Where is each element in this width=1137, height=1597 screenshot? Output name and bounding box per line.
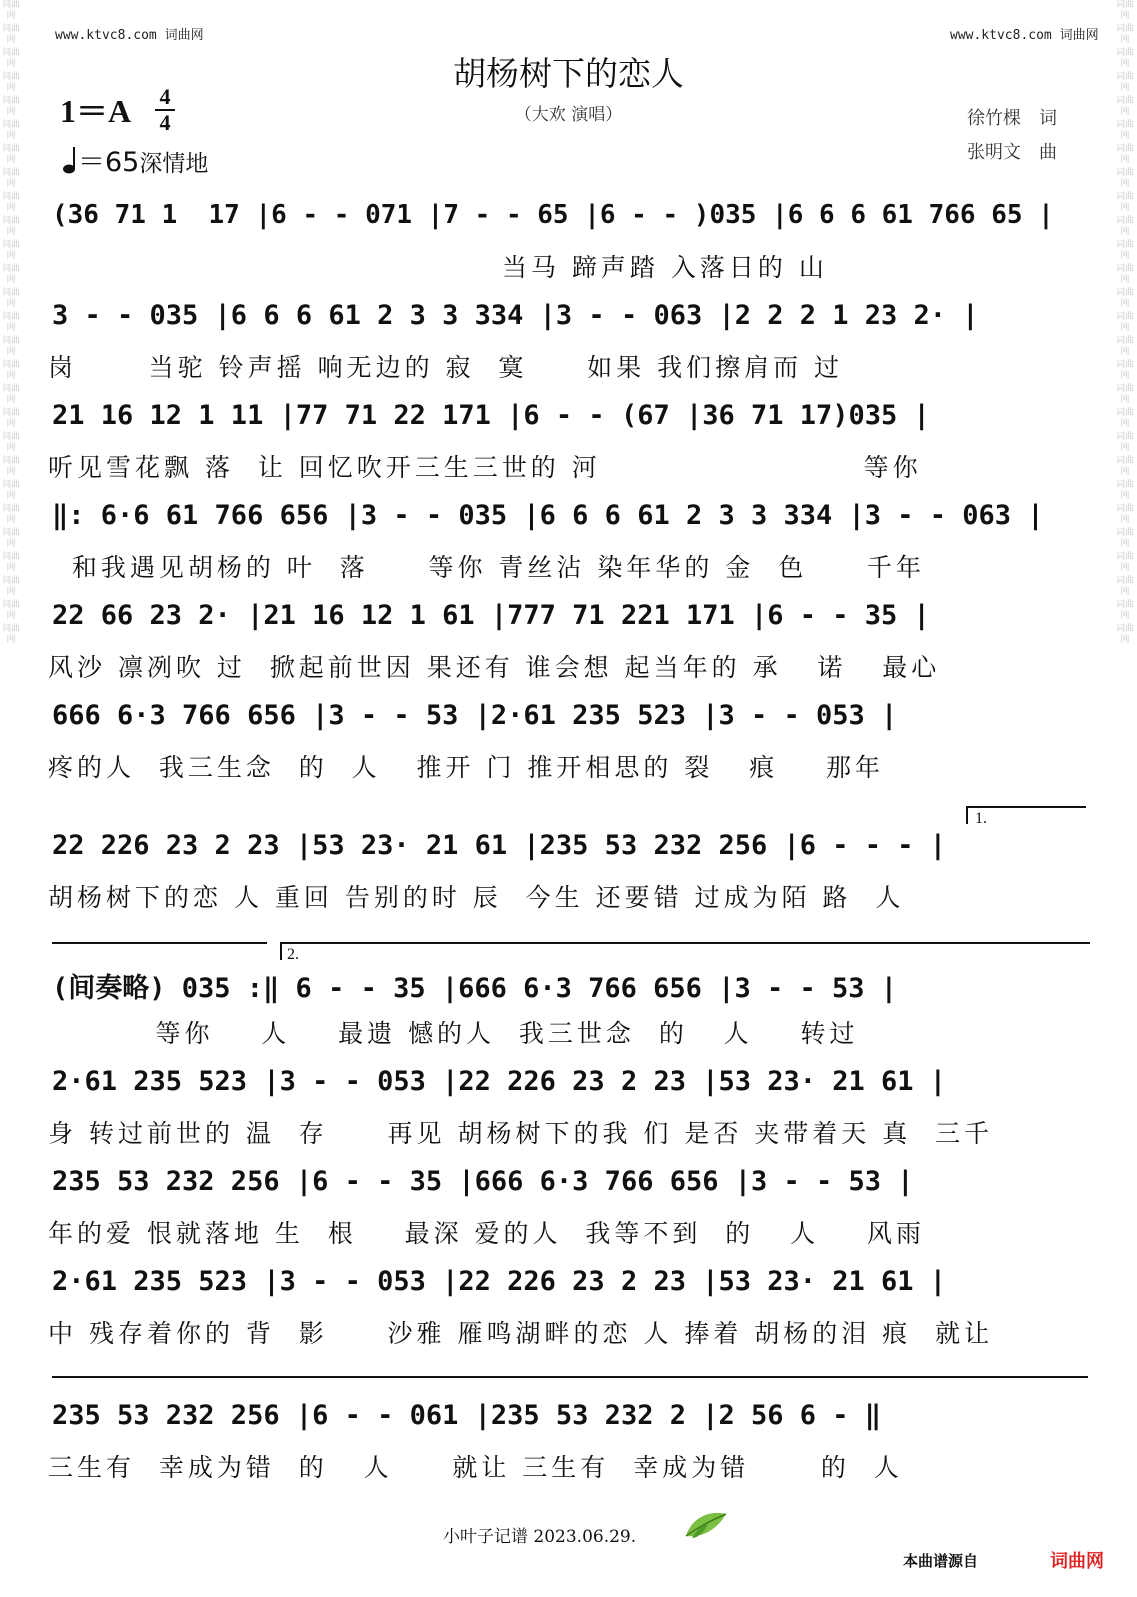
- watermark-text: 词曲网: [2, 456, 20, 477]
- watermark-text: 词曲网: [1116, 600, 1134, 621]
- song-title: 胡杨树下的恋人: [453, 54, 684, 93]
- watermark-text: 词曲网: [1116, 432, 1134, 453]
- notation-line: 22 66 23 2· |21 16 12 1 61 |777 71 221 171 |6 - - 35 |: [52, 600, 930, 631]
- watermark-text: 词曲网: [1116, 0, 1134, 21]
- tempo-expression: 深情地: [139, 151, 209, 177]
- ending-first-label: 1.: [975, 810, 987, 827]
- watermark-text: 词曲网: [1116, 168, 1134, 189]
- watermark-text: 词曲网: [2, 432, 20, 453]
- notation-line: 2·61 235 523 |3 - - 053 |22 226 23 2 23 |53 23· 21 61 |: [52, 1066, 947, 1097]
- watermark-text: 词曲网: [1116, 192, 1134, 213]
- watermark-text: 词曲网: [1116, 216, 1134, 237]
- final-bracket-line: [52, 1376, 1088, 1378]
- watermark-text: 词曲网: [2, 48, 20, 69]
- watermark-text: 词曲网: [1116, 288, 1134, 309]
- header-url-left[interactable]: www.ktvc8.com 词曲网: [55, 28, 204, 43]
- lyric-line: 年的爱 恨就落地 生 根 最深 爱的人 我等不到 的 人 风雨: [48, 1219, 925, 1248]
- watermark-text: 词曲网: [1116, 384, 1134, 405]
- watermark-text: 词曲网: [2, 192, 20, 213]
- lyric-line: 胡杨树下的恋 人 重回 告别的时 辰 今生 还要错 过成为陌 路 人: [48, 883, 905, 912]
- notation-line: 22 226 23 2 23 |53 23· 21 61 |235 53 232 256 |6 - - - |: [52, 830, 947, 861]
- watermark-text: 词曲网: [1116, 240, 1134, 261]
- watermark-text: 词曲网: [2, 528, 20, 549]
- lyric-line: 岗 当驼 铃声摇 响无边的 寂 寞 如果 我们擦肩而 过: [48, 353, 844, 382]
- watermark-right-column: [1116, 0, 1134, 1597]
- watermark-text: 词曲网: [1116, 504, 1134, 525]
- watermark-text: 词曲网: [2, 384, 20, 405]
- song-singer: （大欢 演唱）: [514, 105, 623, 125]
- watermark-text: 词曲网: [1116, 144, 1134, 165]
- watermark-text: 词曲网: [2, 72, 20, 93]
- watermark-text: 词曲网: [2, 240, 20, 261]
- tempo-value: ＝65: [78, 147, 140, 178]
- watermark-text: 词曲网: [2, 96, 20, 117]
- notation-line: (间奏略) 035 :‖ 6 - - 35 |666 6·3 766 656 |3 - - 53 |: [52, 973, 898, 1004]
- watermark-text: 词曲网: [2, 216, 20, 237]
- watermark-text: 词曲网: [1116, 624, 1134, 645]
- watermark-text: 词曲网: [2, 120, 20, 141]
- lyric-line: 身 转过前世的 温 存 再见 胡杨树下的我 们 是否 夹带着天 真 三千: [48, 1119, 994, 1148]
- watermark-text: 词曲网: [1116, 312, 1134, 333]
- key-signature: 1＝A: [60, 93, 132, 129]
- watermark-text: 词曲网: [1116, 96, 1134, 117]
- watermark-text: 词曲网: [2, 168, 20, 189]
- lyric-line: 当马 蹄声踏 入落日的 山: [48, 253, 828, 282]
- footer-source-label: 本曲谱源自: [903, 1552, 979, 1570]
- lyricist-credit: 徐竹棵 词: [967, 108, 1057, 129]
- watermark-text: 词曲网: [1116, 552, 1134, 573]
- notation-line: 235 53 232 256 |6 - - 35 |666 6·3 766 656 |3 - - 53 |: [52, 1166, 914, 1197]
- watermark-text: 词曲网: [1116, 528, 1134, 549]
- watermark-left-column: [2, 0, 20, 1597]
- watermark-text: 词曲网: [2, 600, 20, 621]
- watermark-text: 词曲网: [1116, 120, 1134, 141]
- watermark-text: 词曲网: [2, 336, 20, 357]
- watermark-text: 词曲网: [2, 576, 20, 597]
- time-signature-top: 4: [159, 84, 171, 109]
- watermark-text: 词曲网: [1116, 360, 1134, 381]
- repeat-bracket-line: [52, 942, 267, 944]
- footer-recorder: 小叶子记谱 2023.06.29.: [443, 1527, 637, 1547]
- watermark-text: 词曲网: [1116, 72, 1134, 93]
- watermark-text: 词曲网: [2, 624, 20, 645]
- quarter-note-icon: [62, 145, 78, 182]
- ending-second-bracket: [280, 942, 1090, 944]
- watermark-text: 词曲网: [2, 288, 20, 309]
- watermark-text: 词曲网: [1116, 48, 1134, 69]
- ending-first-bracket: [966, 806, 1086, 808]
- header-url-right[interactable]: www.ktvc8.com 词曲网: [950, 28, 1099, 43]
- watermark-text: 词曲网: [2, 144, 20, 165]
- ending-second-bracket-left: [280, 942, 282, 960]
- watermark-text: 词曲网: [1116, 24, 1134, 45]
- watermark-text: 词曲网: [2, 552, 20, 573]
- notation-line: 2·61 235 523 |3 - - 053 |22 226 23 2 23 |53 23· 21 61 |: [52, 1266, 947, 1297]
- watermark-text: 词曲网: [1116, 456, 1134, 477]
- watermark-text: 词曲网: [2, 24, 20, 45]
- notation-line: ‖: 6·6 61 766 656 |3 - - 035 |6 6 6 61 2 3 3 334 |3 - - 063 |: [52, 500, 1044, 531]
- lyric-line: 疼的人 我三生念 的 人 推开 门 推开相思的 裂 痕 那年: [48, 753, 884, 782]
- lyric-line: 三生有 幸成为错 的 人 就让 三生有 幸成为错 的 人: [48, 1453, 903, 1482]
- ending-second-label: 2.: [287, 946, 299, 963]
- watermark-text: 词曲网: [1116, 264, 1134, 285]
- footer-source-site[interactable]: 词曲网: [1050, 1551, 1104, 1572]
- tempo-marking: [62, 140, 208, 182]
- lyric-line: 和我遇见胡杨的 叶 落 等你 青丝沾 染年华的 金 色 千年: [48, 553, 925, 582]
- watermark-text: 词曲网: [2, 408, 20, 429]
- watermark-text: 词曲网: [1116, 336, 1134, 357]
- watermark-text: 词曲网: [2, 360, 20, 381]
- notation-line: (36 71 1 17 |6 - - 071 |7 - - 65 |6 - - )035 |6 6 6 61 766 65 |: [52, 200, 1054, 230]
- watermark-text: 词曲网: [1116, 576, 1134, 597]
- lyric-line: 听见雪花飘 落 让 回忆吹开三生三世的 河 等你: [48, 453, 922, 482]
- notation-line: 3 - - 035 |6 6 6 61 2 3 3 334 |3 - - 063 |2 2 2 1 23 2· |: [52, 300, 979, 331]
- ending-first-bracket-left: [966, 806, 968, 824]
- lyric-line: 风沙 凛冽吹 过 掀起前世因 果还有 谁会想 起当年的 承 诺 最心: [48, 653, 941, 682]
- watermark-text: 词曲网: [1116, 480, 1134, 501]
- watermark-text: 词曲网: [2, 312, 20, 333]
- notation-line: 235 53 232 256 |6 - - 061 |235 53 232 2 |2 56 6 - ‖: [52, 1400, 882, 1431]
- time-signature: [155, 86, 175, 134]
- leaf-icon: [682, 1508, 730, 1546]
- watermark-text: 词曲网: [2, 0, 20, 21]
- composer-credit: 张明文 曲: [967, 142, 1057, 163]
- time-signature-bottom: 4: [159, 110, 171, 135]
- lyric-line: 中 残存着你的 背 影 沙雅 雁鸣湖畔的恋 人 捧着 胡杨的泪 痕 就让: [48, 1319, 994, 1348]
- watermark-text: 词曲网: [2, 480, 20, 501]
- notation-line: 21 16 12 1 11 |77 71 22 171 |6 - - (67 |36 71 17)035 |: [52, 400, 930, 431]
- watermark-text: 词曲网: [2, 264, 20, 285]
- watermark-text: 词曲网: [1116, 408, 1134, 429]
- lyric-line: 等你 人 最遗 憾的人 我三世念 的 人 转过: [48, 1019, 859, 1048]
- notation-line: 666 6·3 766 656 |3 - - 53 |2·61 235 523 |3 - - 053 |: [52, 700, 898, 731]
- watermark-text: 词曲网: [2, 504, 20, 525]
